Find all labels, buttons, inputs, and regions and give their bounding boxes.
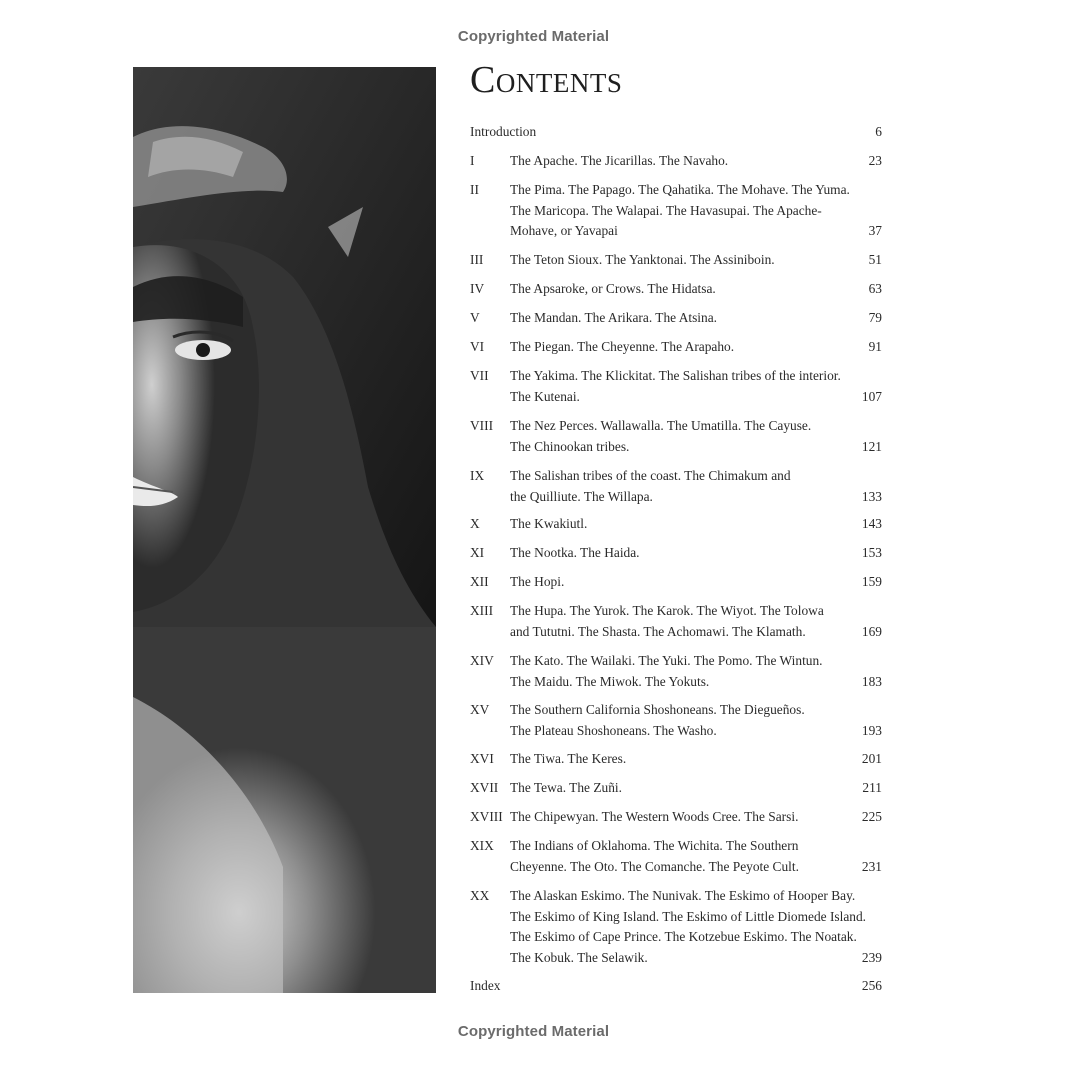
chapter-numeral: IX xyxy=(470,468,485,483)
chapter-title-line: The Plateau Shoshoneans. The Washo. xyxy=(510,722,717,738)
portrait-photo xyxy=(133,67,436,993)
chapter-title xyxy=(510,572,855,593)
chapter-numeral: VI xyxy=(470,339,485,354)
page-number: 239 xyxy=(861,949,882,965)
page-number: 91 xyxy=(868,339,882,354)
page-number: 107 xyxy=(861,388,882,404)
chapter-title xyxy=(510,514,855,535)
chapter-title xyxy=(510,651,855,692)
chapter-title xyxy=(510,886,867,968)
chapter-title xyxy=(510,151,855,172)
page-number: 231 xyxy=(861,858,882,874)
toc-entry xyxy=(470,572,882,593)
chapter-title xyxy=(510,778,855,799)
chapter-numeral: XVII xyxy=(470,780,499,795)
chapter-title xyxy=(510,416,855,457)
chapter-title-line: The Eskimo of Cape Prince. The Kotzebue Eskimo. The Noatak. xyxy=(510,929,857,944)
chapter-title xyxy=(510,700,855,741)
chapter-title-line: The Teton Sioux. The Yanktonai. The Assiniboin. xyxy=(510,252,775,267)
chapter-title xyxy=(510,807,855,828)
chapter-title-line: The Hupa. The Yurok. The Karok. The Wiyot. The Tolowa xyxy=(510,603,824,618)
page-number: 121 xyxy=(861,438,882,454)
chapter-title-line: The Maricopa. The Walapai. The Havasupai. The Apache- xyxy=(510,202,822,218)
chapter-title-line: The Pima. The Papago. The Qahatika. The Mohave. The Yuma. xyxy=(510,182,850,197)
chapter-numeral: XVI xyxy=(470,751,494,766)
chapter-title-line: The Indians of Oklahoma. The Wichita. The Southern xyxy=(510,838,799,853)
chapter-title xyxy=(510,601,855,642)
chapter-numeral: II xyxy=(470,182,479,197)
chapter-title xyxy=(510,337,855,358)
chapter-title-line: The Chipewyan. The Western Woods Cree. The Sarsi. xyxy=(510,809,799,824)
chapter-title-line: The Alaskan Eskimo. The Nunivak. The Eskimo of Hooper Bay. xyxy=(510,888,856,903)
toc-entry xyxy=(470,416,882,457)
chapter-title-line: Cheyenne. The Oto. The Comanche. The Peyote Cult. xyxy=(510,858,799,874)
chapter-title-line: The Kwakiutl. xyxy=(510,516,588,531)
chapter-title-line: The Apache. The Jicarillas. The Navaho. xyxy=(510,153,729,168)
chapter-numeral: XX xyxy=(470,888,490,903)
chapter-title-line: The Kobuk. The Selawik. xyxy=(510,949,648,965)
chapter-numeral: IV xyxy=(470,281,485,296)
chapter-title xyxy=(470,976,855,997)
toc-entry xyxy=(470,250,882,271)
chapter-title xyxy=(510,366,855,407)
chapter-title xyxy=(470,122,855,143)
toc-entry xyxy=(470,543,882,564)
page-number: 153 xyxy=(861,545,882,560)
page-number: 63 xyxy=(868,281,882,296)
chapter-title-line: The Tewa. The Zuñi. xyxy=(510,780,622,795)
toc-entry xyxy=(470,749,882,770)
chapter-numeral: XIII xyxy=(470,603,494,618)
chapter-title-line: Index xyxy=(470,978,501,993)
chapter-title-line: The Eskimo of King Island. The Eskimo of Little Diomede Island. xyxy=(510,908,867,924)
page-number: 51 xyxy=(868,252,882,267)
page-number: 183 xyxy=(861,673,882,689)
toc-entry xyxy=(470,466,882,507)
chapter-numeral: V xyxy=(470,310,480,325)
chapter-title-line: Introduction xyxy=(470,124,537,139)
toc-entry xyxy=(470,366,882,407)
chapter-title-line: The Nez Perces. Wallawalla. The Umatilla. The Cayuse. xyxy=(510,418,812,433)
chapter-title xyxy=(510,250,855,271)
chapter-title-line: The Nootka. The Haida. xyxy=(510,545,640,560)
chapter-title-line: and Tututni. The Shasta. The Achomawi. The Klamath. xyxy=(510,623,806,639)
page-number: 256 xyxy=(861,978,882,993)
toc-entry xyxy=(470,976,882,997)
chapter-title-line: The Kato. The Wailaki. The Yuki. The Pomo. The Wintun. xyxy=(510,653,823,668)
chapter-title-line: The Piegan. The Cheyenne. The Arapaho. xyxy=(510,339,735,354)
chapter-title-line: The Chinookan tribes. xyxy=(510,438,630,454)
chapter-numeral: XIV xyxy=(470,653,494,668)
page-number: 37 xyxy=(868,223,882,238)
toc-entry xyxy=(470,651,882,692)
page-number: 225 xyxy=(861,809,882,824)
chapter-title-line: The Apsaroke, or Crows. The Hidatsa. xyxy=(510,281,716,296)
chapter-numeral: VIII xyxy=(470,418,494,433)
toc-entry xyxy=(470,279,882,300)
page-number: 159 xyxy=(861,574,882,589)
page-number: 6 xyxy=(875,124,882,139)
chapter-title xyxy=(510,749,855,770)
toc-entry xyxy=(470,151,882,172)
toc-entry xyxy=(470,778,882,799)
copyright-watermark-top: Copyrighted Material xyxy=(457,28,610,45)
chapter-title-line: The Yakima. The Klickitat. The Salishan tribes of the interior. xyxy=(510,368,841,383)
chapter-title-line: The Tiwa. The Keres. xyxy=(510,751,627,766)
chapter-title-line: The Mandan. The Arikara. The Atsina. xyxy=(510,310,718,325)
page-number: 201 xyxy=(861,751,882,766)
chapter-title-line: The Southern California Shoshoneans. The Diegueños. xyxy=(510,702,805,717)
chapter-title-line: The Kutenai. xyxy=(510,388,580,404)
chapter-title xyxy=(510,308,855,329)
toc-entry xyxy=(470,807,882,828)
chapter-numeral: III xyxy=(470,252,484,267)
toc-entry xyxy=(470,836,882,877)
toc-entry xyxy=(470,700,882,741)
toc-entry xyxy=(470,601,882,642)
toc-entry xyxy=(470,180,882,242)
toc-entry xyxy=(470,886,882,968)
toc-entry xyxy=(470,337,882,358)
chapter-title xyxy=(510,279,855,300)
chapter-numeral: XVIII xyxy=(470,809,503,824)
chapter-numeral: XII xyxy=(470,574,489,589)
chapter-title xyxy=(510,543,855,564)
chapter-title-line: The Salishan tribes of the coast. The Chimakum and xyxy=(510,468,791,483)
page-number: 23 xyxy=(868,153,882,168)
toc-entry xyxy=(470,308,882,329)
chapter-numeral: XIX xyxy=(470,838,494,853)
page-number: 211 xyxy=(862,780,882,795)
page-number: 143 xyxy=(861,516,882,531)
page-number: 193 xyxy=(861,722,882,738)
toc-entry xyxy=(470,514,882,535)
chapter-numeral: XI xyxy=(470,545,485,560)
page-number: 169 xyxy=(861,623,882,639)
toc-entry xyxy=(470,122,882,143)
chapter-title-line: The Hopi. xyxy=(510,574,565,589)
chapter-numeral: XV xyxy=(470,702,490,717)
chapter-title xyxy=(510,180,855,242)
page-number: 133 xyxy=(861,488,882,504)
chapter-numeral: X xyxy=(470,516,480,531)
copyright-watermark-bottom: Copyrighted Material xyxy=(457,1023,610,1040)
contents-heading: Contents xyxy=(470,59,623,101)
chapter-title xyxy=(510,466,855,507)
chapter-numeral: I xyxy=(470,153,475,168)
page-number: 79 xyxy=(868,310,882,325)
chapter-title-line: Mohave, or Yavapai xyxy=(510,223,618,238)
chapter-title-line: the Quilliute. The Willapa. xyxy=(510,488,653,504)
chapter-title xyxy=(510,836,855,877)
chapter-title-line: The Maidu. The Miwok. The Yokuts. xyxy=(510,673,710,689)
chapter-numeral: VII xyxy=(470,368,489,383)
